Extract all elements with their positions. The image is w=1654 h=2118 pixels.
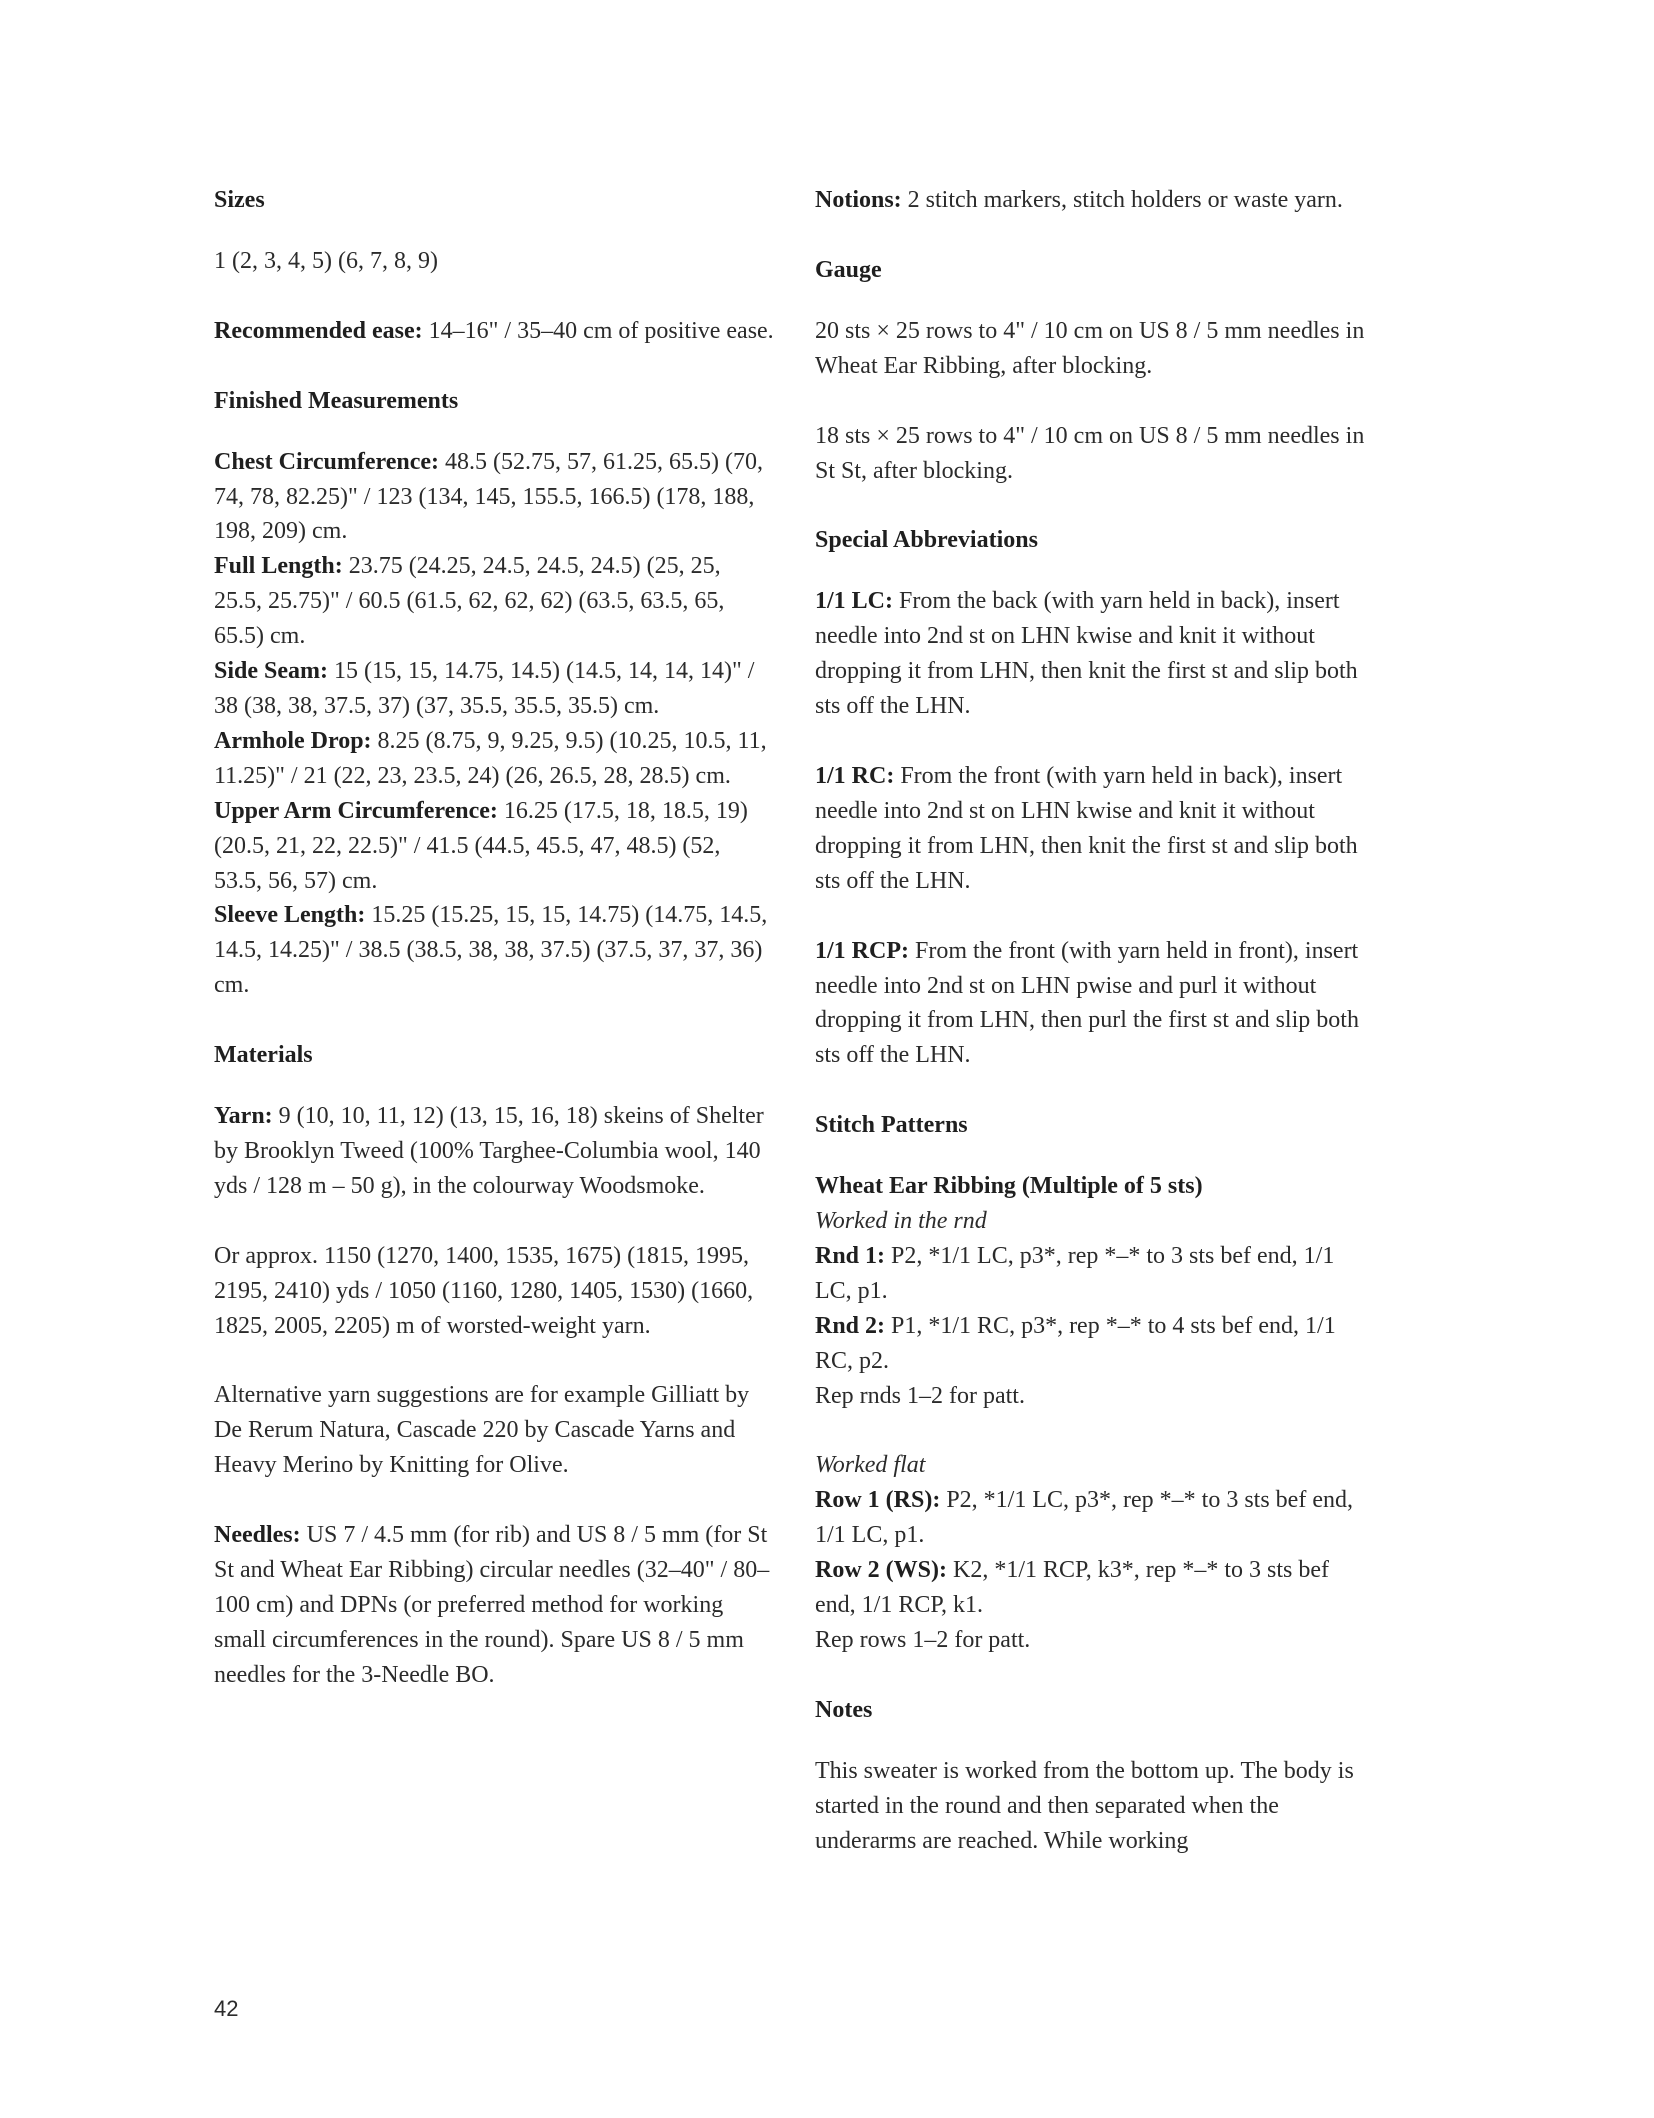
page-number: 42 <box>214 1996 239 2021</box>
row-text: K2, *1/1 RCP, k3*, rep *–* to 3 sts bef end, 1/1 RCP, k1. <box>815 1557 1330 1619</box>
measurement-label: Sleeve Length: <box>214 902 366 929</box>
gauge-st-st: 18 sts × 25 rows to 4" / 10 cm on US 8 / 5 mm needles in St St, after blocking. <box>815 422 1365 484</box>
notions-paragraph <box>815 183 1375 218</box>
right-column <box>815 183 1375 1859</box>
materials-heading: Materials <box>214 1042 313 1069</box>
rnd-2 <box>815 1309 1375 1379</box>
abbr-1-1-rcp <box>815 934 1375 1074</box>
measurement-text: 16.25 (17.5, 18, 18.5, 19) (20.5, 21, 22, 22.5)" / 41.5 (44.5, 45.5, 47, 48.5) (52, 53.5, 56, 57) cm. <box>214 797 748 894</box>
ease-label: Recommended ease: <box>214 317 423 344</box>
measurement-upper-arm <box>214 794 774 899</box>
measurement-armhole-drop <box>214 724 774 794</box>
abbr-1-1-lc <box>815 584 1375 724</box>
sizes-heading: Sizes <box>214 187 265 213</box>
measurements-block <box>214 445 774 1004</box>
yarn-approx-paragraph: Or approx. 1150 (1270, 1400, 1535, 1675) (1815, 1995, 2195, 2410) yds / 1050 (1160, 1280, 1405, 1530) (1660, 1825, 2005, 2205) m of worsted-weight yarn. <box>214 1242 754 1339</box>
row-repeat: Rep rows 1–2 for patt. <box>815 1627 1031 1653</box>
notions-label: Notions: <box>815 187 902 213</box>
row-text: P2, *1/1 LC, p3*, rep *–* to 3 sts bef end, 1/1 LC, p1. <box>815 1487 1353 1549</box>
yarn-paragraph <box>214 1099 774 1204</box>
measurement-label: Chest Circumference: <box>214 448 440 475</box>
needles-paragraph <box>214 1518 774 1693</box>
sizes-value: 1 (2, 3, 4, 5) (6, 7, 8, 9) <box>214 247 438 274</box>
finished-measurements-heading: Finished Measurements <box>214 387 459 414</box>
rnd-label: Rnd 2: <box>815 1312 886 1339</box>
rnd-label: Rnd 1: <box>815 1242 886 1269</box>
rnd-text: P2, *1/1 LC, p3*, rep *–* to 3 sts bef end, 1/1 LC, p1. <box>815 1242 1335 1304</box>
abbr-1-1-rc <box>815 759 1375 899</box>
recommended-ease <box>214 314 774 349</box>
yarn-text: 9 (10, 10, 11, 12) (13, 15, 16, 18) skeins of Shelter by Brooklyn Tweed (100% Targhee-Columbia wool, 140 yds / 128 m – 50 g), in the colourway Woodsmoke. <box>214 1103 764 1199</box>
needles-label: Needles: <box>214 1522 301 1549</box>
measurement-sleeve-length <box>214 898 774 1003</box>
notions-text: 2 stitch markers, stitch holders or waste yarn. <box>901 187 1343 213</box>
yarn-label: Yarn: <box>214 1103 273 1130</box>
row-2 <box>815 1553 1375 1623</box>
gauge-wheat-ear: 20 sts × 25 rows to 4" / 10 cm on US 8 / 5 mm needles in Wheat Ear Ribbing, after blocking. <box>815 317 1365 379</box>
special-abbreviations-heading: Special Abbreviations <box>815 527 1038 554</box>
abbr-text: From the back (with yarn held in back), insert needle into 2nd st on LHN kwise and knit it without dropping it from LHN, then knit the first st and slip both sts off the LHN. <box>815 588 1358 720</box>
gauge-heading: Gauge <box>815 256 882 283</box>
wheat-ear-flat-block <box>815 1448 1375 1657</box>
abbr-label: 1/1 RCP: <box>815 937 909 964</box>
measurement-label: Armhole Drop: <box>214 727 372 754</box>
rnd-text: P1, *1/1 RC, p3*, rep *–* to 4 sts bef end, 1/1 RC, p2. <box>815 1312 1336 1374</box>
measurement-label: Upper Arm Circumference: <box>214 797 498 824</box>
alternative-yarn-paragraph: Alternative yarn suggestions are for example Gilliatt by De Rerum Natura, Cascade 220 by Cascade Yarns and Heavy Merino by Knitting for Olive. <box>214 1382 750 1479</box>
measurement-chest <box>214 445 774 550</box>
abbr-label: 1/1 RC: <box>815 762 895 789</box>
measurement-full-length <box>214 549 774 654</box>
notes-heading: Notes <box>815 1696 873 1723</box>
measurement-text: 23.75 (24.25, 24.5, 24.5, 24.5) (25, 25, 25.5, 25.75)" / 60.5 (61.5, 62, 62, 62) (63.5, 63.5, 65, 65.5) cm. <box>214 553 725 650</box>
notes-paragraph: This sweater is worked from the bottom up. The body is started in the round and then separated when the underarms are reached. While working <box>815 1757 1354 1854</box>
needles-text: US 7 / 4.5 mm (for rib) and US 8 / 5 mm (for St St and Wheat Ear Ribbing) circular needles (32–40" / 80–100 cm) and DPNs (or preferred method for working small circumferences in the round). Spare US 8 / 5 mm needles for the 3-Needle BO. <box>214 1522 770 1688</box>
wheat-ear-rnd-block <box>815 1169 1375 1413</box>
measurement-text: 15 (15, 15, 14.75, 14.5) (14.5, 14, 14, 14)" / 38 (38, 38, 37.5, 37) (37, 35.5, 35.5, 35.5) cm. <box>214 658 755 719</box>
abbr-text: From the front (with yarn held in back), insert needle into 2nd st on LHN kwise and knit it without dropping it from LHN, then knit the first st and slip both sts off the LHN. <box>815 762 1358 894</box>
row-label: Row 1 (RS): <box>815 1487 941 1514</box>
measurement-text: 48.5 (52.75, 57, 61.25, 65.5) (70, 74, 78, 82.25)" / 123 (134, 145, 155.5, 166.5) (178, 188, 198, 209) cm. <box>214 448 764 545</box>
row-label: Row 2 (WS): <box>815 1557 947 1584</box>
measurement-text: 8.25 (8.75, 9, 9.25, 9.5) (10.25, 10.5, 11, 11.25)" / 21 (22, 23, 23.5, 24) (26, 26.5, 28, 28.5) cm. <box>214 727 767 789</box>
rnd-1 <box>815 1239 1375 1309</box>
measurement-label: Full Length: <box>214 553 343 580</box>
row-1 <box>815 1483 1375 1553</box>
left-column <box>214 183 774 1693</box>
worked-flat-subtitle: Worked flat <box>815 1452 926 1479</box>
wheat-ear-title: Wheat Ear Ribbing (Multiple of 5 sts) <box>815 1173 1203 1200</box>
ease-text: 14–16" / 35–40 cm of positive ease. <box>422 317 774 344</box>
measurement-text: 15.25 (15.25, 15, 15, 14.75) (14.75, 14.5, 14.5, 14.25)" / 38.5 (38.5, 38, 38, 37.5) (37.5, 37, 37, 36) cm. <box>214 902 768 999</box>
abbr-label: 1/1 LC: <box>815 588 893 615</box>
stitch-patterns-heading: Stitch Patterns <box>815 1112 968 1139</box>
abbr-text: From the front (with yarn held in front), insert needle into 2nd st on LHN pwise and purl it without dropping it from LHN, then purl the first st and slip both sts off the LHN. <box>815 937 1359 1069</box>
worked-in-rnd-subtitle: Worked in the rnd <box>815 1208 987 1235</box>
measurement-label: Side Seam: <box>214 658 328 685</box>
rnd-repeat: Rep rnds 1–2 for patt. <box>815 1382 1025 1409</box>
measurement-side-seam <box>214 654 774 724</box>
